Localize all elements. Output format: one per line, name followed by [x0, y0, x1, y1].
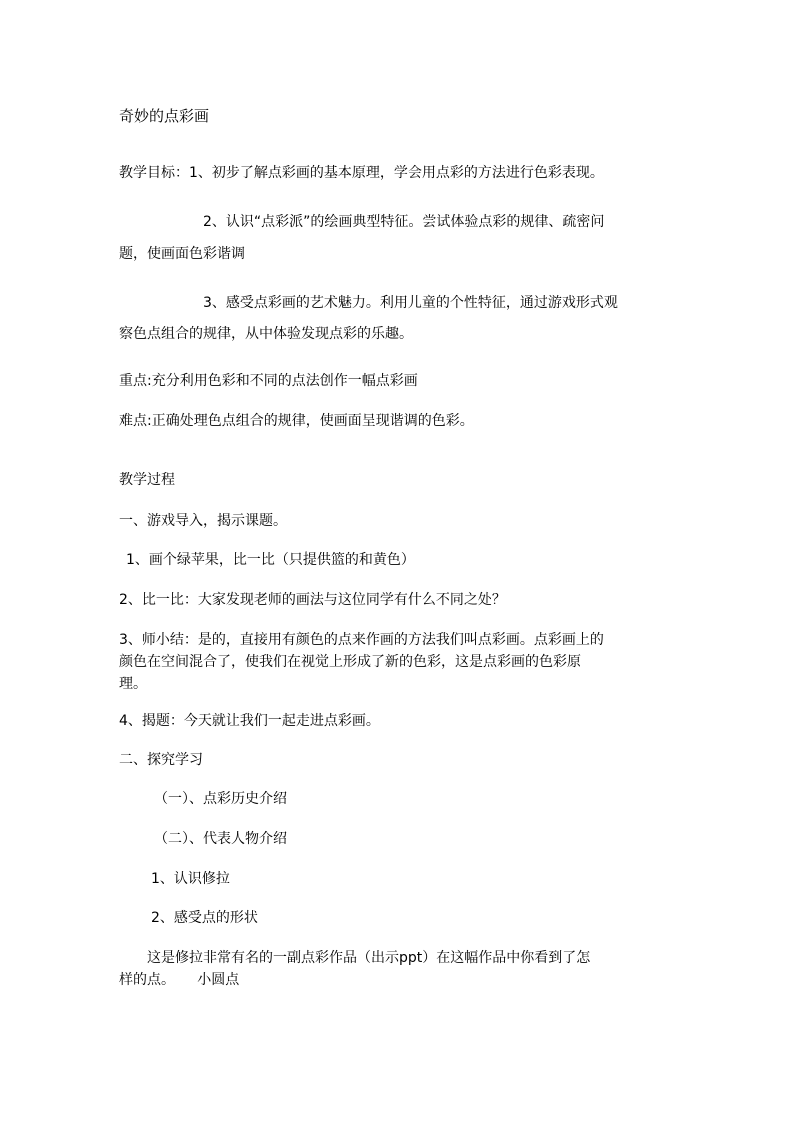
goal-2-line-1: 2、认识“点彩派”的绘画典型特征。尝试体验点彩的规律、疏密问: [203, 214, 605, 230]
doc-title: 奇妙的点彩画: [119, 107, 210, 125]
item-1: 1、认识修拉: [151, 871, 230, 887]
subsection-1: （一）、点彩历史介绍: [154, 791, 287, 807]
key-point: 重点:充分利用色彩和不同的点法创作一幅点彩画: [119, 373, 418, 389]
process-title: 教学过程: [119, 472, 175, 488]
paragraph-line-2: 样的点。 小圆点: [119, 972, 240, 988]
goal-2-line-2: 题，使画面色彩谐调: [119, 246, 245, 262]
step-3-line-3: 理。: [119, 676, 147, 692]
subsection-2: （二）、代表人物介绍: [154, 831, 287, 847]
step-2: 2、比一比：大家发现老师的画法与这位同学有什么不同之处？: [119, 592, 506, 608]
section-1-title: 一、游戏导入，揭示课题。: [119, 513, 287, 529]
paragraph-line-1: 这是修拉非常有名的一副点彩作品（出示ppt）在这幅作品中你看到了怎: [147, 950, 591, 966]
step-3-line-2: 颜色在空间混合了，使我们在视觉上形成了新的色彩，这是点彩画的色彩原: [119, 654, 581, 670]
goal-1: 教学目标：1、初步了解点彩画的基本原理，学会用点彩的方法进行色彩表现。: [119, 165, 604, 181]
goal-3-line-1: 3、感受点彩画的艺术魅力。利用儿童的个性特征，通过游戏形式观: [203, 295, 618, 311]
section-2-title: 二、探究学习: [119, 752, 203, 768]
step-1: 1、画个绿苹果，比一比（只提供篮的和黄色）: [126, 552, 415, 568]
step-4: 4、揭题：今天就让我们一起走进点彩画。: [119, 713, 380, 729]
item-2: 2、感受点的形状: [151, 910, 258, 926]
difficulty: 难点:正确处理色点组合的规律，使画面呈现谐调的色彩。: [119, 413, 474, 429]
goal-3-line-2: 察色点组合的规律，从中体验发现点彩的乐趣。: [119, 326, 413, 342]
step-3-line-1: 3、师小结：是的，直接用有颜色的点来作画的方法我们叫点彩画。点彩画上的: [119, 632, 604, 648]
